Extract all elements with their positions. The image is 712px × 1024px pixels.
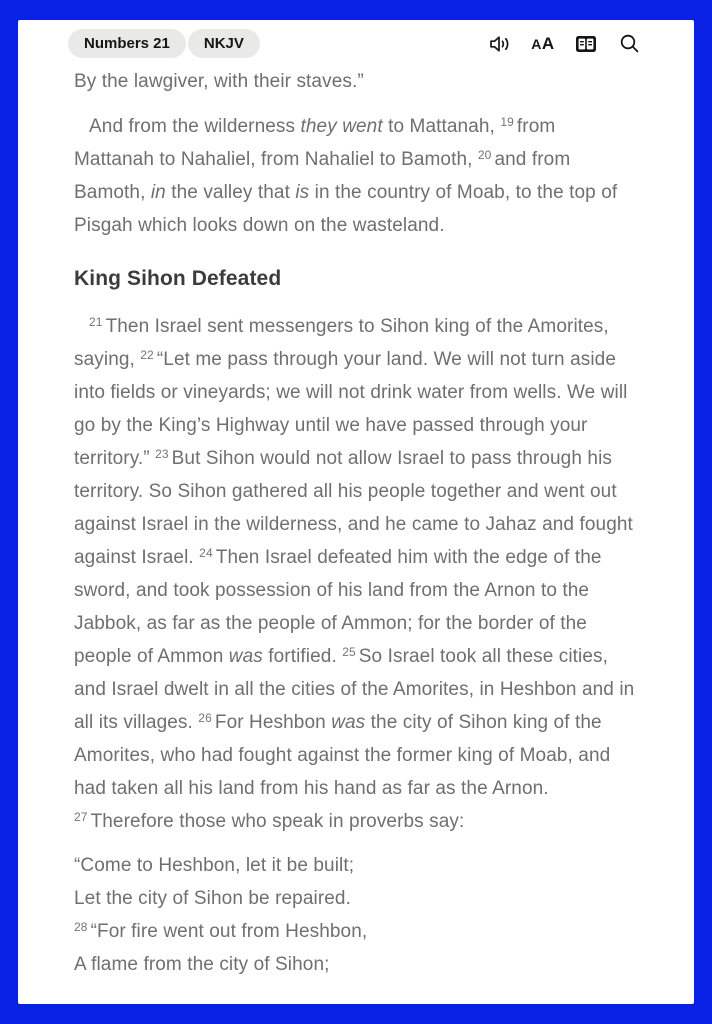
verse-number: 24 <box>199 546 213 560</box>
text-size-label: A A <box>531 33 555 53</box>
reader-layout-icon[interactable] <box>573 31 599 57</box>
verse-number: 21 <box>89 315 103 329</box>
search-icon[interactable] <box>616 31 642 57</box>
verse-number: 22 <box>140 348 154 362</box>
reader-screen <box>18 20 694 1004</box>
poem-line: By the lawgiver, with their staves.” <box>74 71 364 92</box>
poem-line: Let the city of Sihon be repaired. <box>74 888 351 909</box>
poem-line: A flame from the city of Sihon; <box>74 954 330 975</box>
version-selector[interactable]: NKJV <box>188 29 260 58</box>
book-chapter-selector[interactable]: Numbers 21 <box>68 29 186 58</box>
text-size-icon[interactable] <box>530 31 556 57</box>
poem-line: $^{28}$ “For fire went out from Heshbon, <box>74 920 368 942</box>
verse-number: 26 <box>198 711 212 725</box>
poem-line: “Come to Heshbon, let it be built; <box>74 855 355 876</box>
scripture-content[interactable] <box>18 60 694 1004</box>
poetry-block <box>74 849 638 981</box>
toolbar-actions <box>487 31 642 57</box>
section-heading: King Sihon Defeated <box>74 267 282 290</box>
verse-paragraph: And from the wilderness they went to Mattanah, $^{19}$ from Mattanah to Nahaliel, from Nahaliel to Bamoth, $^{20}$ and from Bamoth, in the valley that is in the country of Moab, to the top of Pisgah which looks down on the wasteland. <box>74 115 618 236</box>
verse-number: 25 <box>342 645 356 659</box>
reader-toolbar <box>18 20 694 60</box>
verse-number: 23 <box>155 447 169 461</box>
audio-icon[interactable] <box>487 31 513 57</box>
selector-pills <box>68 29 260 58</box>
verse-number: 20 <box>477 148 492 162</box>
verse-number: 27 <box>74 810 88 824</box>
verse-paragraph: $^{21}$ Then Israel sent messengers to Sihon king of the Amorites, saying, $^{22}$ “Let me pass through your land. We will not turn aside into fields or vineyards; we will not drink water from wells. We will go by the King’s Highway until we have passed through your territory.” $^{23}$ But Sihon would not allow Israel to pass through his territory. So Sihon gathered all his people together and went out against Israel in the wilderness, and he came to Jahaz and fought against Israel. $^{24}$ Then Israel defeated him with the edge of the sword, and took possession of his land from the Arnon to the Jabbok, as far as the people of Ammon; for the border of the people of Ammon was fortified. $^{25}$ So Israel took all these cities, and Israel dwelt in all the cities of the Amorites, in Heshbon and in all its villages. $^{26}$ For Heshbon was the city of Sihon king of the Amorites, who had fought against the former king of Moab, and had taken all his land from his hand as far as the Arnon. $^{27}$ Therefore those who speak in proverbs say: <box>74 315 635 832</box>
verse-number: 28 <box>74 920 88 934</box>
verse-number: 19 <box>500 115 514 129</box>
